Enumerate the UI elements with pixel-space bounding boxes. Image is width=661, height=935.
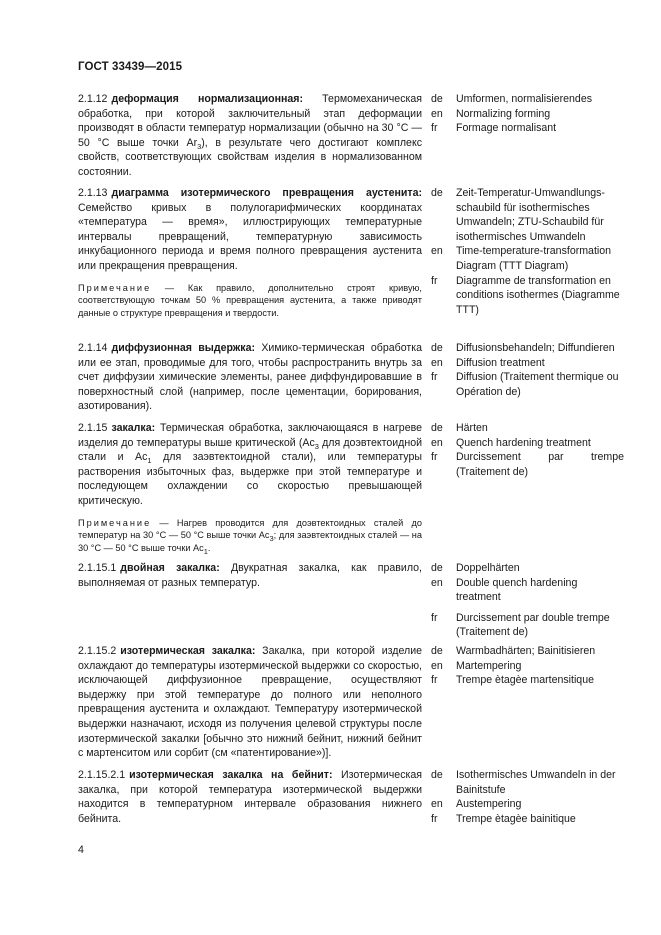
translation: Warmbadhärten; Bainitisieren: [456, 645, 596, 657]
lang-code: de: [431, 422, 443, 434]
equivalent-fr: [431, 673, 624, 688]
definition-text: для доэвтектоидной стали и Ac: [78, 436, 423, 464]
note-label: Примечание: [78, 517, 152, 528]
term: диаграмма изотермического превращения аустенита:: [111, 187, 422, 199]
definition-text: Химико-термическая обработка или ее этап, проводимые для того, чтобы распространить внутрь за счет диффузии химические элементы, ранее диффундировавшие в поверхностный слой (например, после цементации, борирования, азотирования).: [78, 342, 422, 413]
translation: Double quench hardening treatment: [456, 576, 578, 604]
entry-number: 2.1.15.2.1: [78, 769, 126, 781]
equivalent-de: [431, 341, 624, 356]
term: изотермическая закалка на бейнит:: [129, 769, 333, 781]
equivalent-de: [431, 768, 624, 797]
translation: Trempe ètagèe bainitique: [456, 812, 576, 825]
subscript: 1: [147, 456, 152, 466]
translation: Durcissement par trempe (Traitement de): [456, 451, 624, 478]
subscript: 3: [314, 441, 319, 451]
note: [78, 517, 422, 555]
definition-text: ), в результате чего достигают комплекс свойств, соответствующих свойствам изделия в нормализованном состоянии.: [78, 136, 422, 178]
lang-code: en: [431, 659, 443, 672]
translation: Durcissement par double trempe (Traitement de): [456, 611, 610, 639]
note-text: .: [207, 542, 211, 553]
lang-code: en: [431, 798, 443, 811]
equivalents: [431, 561, 624, 640]
translation: Isothermisches Umwandeln in der Bainitstufe: [456, 769, 616, 796]
entry-number: 2.1.15: [78, 422, 108, 434]
translation: Normalizing forming: [456, 107, 551, 120]
definition: [78, 768, 422, 826]
translation: Doppelhärten: [456, 562, 520, 574]
translation: Martempering: [456, 659, 522, 672]
lang-code: fr: [431, 451, 438, 464]
equivalent-de: [431, 186, 624, 244]
lang-code: en: [431, 436, 443, 449]
document-header: ГОСТ 33439—2015: [78, 61, 183, 73]
equivalent-de: [431, 421, 624, 436]
equivalent-fr: [431, 274, 624, 318]
definition: [78, 341, 422, 414]
lang-code: de: [431, 93, 443, 105]
entry-number: 2.1.14: [78, 342, 108, 354]
page-number: 4: [78, 844, 84, 856]
equivalent-en: [431, 244, 624, 273]
translation: Austempering: [456, 798, 522, 811]
lang-code: fr: [431, 371, 438, 384]
equivalent-en: [431, 436, 624, 451]
subscript: 3: [269, 533, 274, 543]
lang-code: fr: [431, 611, 438, 624]
lang-code: de: [431, 187, 443, 199]
definition-text: Двукратная закалка, как правило, выполняемая от разных температур.: [78, 562, 422, 589]
translation: Härten: [456, 422, 488, 434]
translation: Diffusionsbehandeln; Diffundieren: [456, 342, 615, 354]
translation: Diffusion (Traitement thermique ou Opération de): [456, 371, 619, 398]
note-text: — Нагрев проводится для доэвтектоидных сталей до температур на 30 °С — 50 °С выше точки Ac: [78, 517, 422, 541]
lang-code: de: [431, 769, 443, 781]
lang-code: fr: [431, 122, 438, 135]
equivalents: [431, 341, 624, 399]
lang-code: en: [431, 107, 443, 120]
translation: Quench hardening treatment: [456, 436, 591, 449]
definition-text: Семейство кривых в полулогарифмических координатах «температура — время», иллюстрирующих температурные интервалы превращений, температурную зависимость инкубационного периода и время полного превращения аустенита или прекращения превращения.: [78, 201, 422, 272]
note-text: ; для заэвтектоидных сталей — на 30 °С — 50 °С выше точки Ac: [78, 530, 422, 553]
equivalent-en: [431, 356, 624, 371]
definition: [78, 644, 422, 761]
note-text: — Как правило, дополнительно строят кривую, соответствующую точкам 50 % превращения аустенита, а также приводят данные о структуре превращения и твердости.: [78, 282, 422, 318]
definition: [78, 561, 422, 590]
definition-text: для заэвтектоидной стали), или температуры растворения избыточных фаз, выдержке при этой температуре и последующем охлаждении со скоростью превышающей критическую.: [78, 451, 422, 507]
lang-code: fr: [431, 812, 438, 825]
equivalent-de: [431, 561, 624, 576]
translation: Diffusion treatment: [456, 356, 545, 369]
entry-number: 2.1.12: [78, 93, 108, 105]
term: двойная закалка:: [120, 562, 220, 574]
lang-code: en: [431, 245, 443, 258]
equivalent-fr: [431, 611, 624, 640]
equivalent-fr: [431, 450, 624, 479]
equivalent-fr: [431, 370, 624, 399]
note-label: Примечание: [78, 282, 152, 293]
lang-code: de: [431, 562, 443, 574]
equivalent-en: [431, 107, 624, 122]
term: закалка:: [111, 422, 156, 434]
entry-number: 2.1.15.2: [78, 645, 117, 657]
entry-number: 2.1.15.1: [78, 562, 117, 574]
lang-code: fr: [431, 274, 438, 287]
equivalent-de: [431, 92, 624, 107]
lang-code: fr: [431, 674, 438, 687]
equivalent-en: [431, 576, 624, 605]
entry-number: 2.1.13: [78, 187, 108, 199]
subscript: 3: [197, 141, 202, 151]
equivalent-en: [431, 659, 624, 674]
term: диффузионная выдержка:: [111, 342, 256, 354]
equivalent-de: [431, 644, 624, 659]
equivalents: [431, 644, 624, 688]
lang-code: de: [431, 342, 443, 354]
equivalent-fr: [431, 812, 624, 827]
translation: Umformen, normalisierendes: [456, 93, 593, 105]
subscript: 1: [203, 546, 208, 556]
lang-code: de: [431, 645, 443, 657]
translation: Zeit-Temperatur-Umwandlungs-schaubild für isothermisches Umwandeln; ZTU-Schaubild für isothermisches Umwandeln: [456, 187, 605, 243]
term: изотермическая закалка:: [120, 645, 256, 657]
definition-text: Термическая обработка, заключающаяся в нагреве изделия до температуры выше критической (Ac: [78, 422, 422, 449]
equivalents: [431, 768, 624, 826]
definition: [78, 421, 422, 554]
translation: Diagramme de transformation en conditions isothermes (Diagramme TTT): [456, 274, 620, 316]
definition: [78, 92, 422, 180]
equivalents: [431, 421, 624, 479]
term: деформация нормализационная:: [111, 93, 303, 105]
equivalents: [431, 186, 624, 317]
translation: Formage normalisant: [456, 122, 557, 135]
definition: [78, 186, 422, 319]
translation: Time-temperature-transformation Diagram (TTT Diagram): [456, 245, 612, 272]
lang-code: en: [431, 576, 443, 589]
equivalent-en: [431, 797, 624, 812]
note: [78, 282, 422, 320]
translation: Trempe ètagèe martensitique: [456, 674, 594, 687]
lang-code: en: [431, 356, 443, 369]
definition-text: Термомеханическая обработка, при которой заключительный этап деформации производят в области температур нормализации (обычно на 30 °С — 50 °С выше точки Ar: [78, 93, 422, 149]
definition-text: Изотермическая закалка, при которой температура изотермической выдержки находится в температурном интервале образования нижнего бейнита.: [78, 769, 422, 825]
equivalents: [431, 92, 624, 136]
equivalent-fr: [431, 121, 624, 136]
definition-text: Закалка, при которой изделие охлаждают до температуры изотермической выдержки со скоростью, исключающей диффузионное превращение, осуществляют выдержку при этой температуре до полного или неполного превращения аустенита и охлаждают. Температуру изотермической выдержки назначают, исходя из получения целевой структуры после изотермической закалки [обычно это нижний бейнит, нижний бейнит с мартенситом или сорбит (см «патентирование»)].: [78, 645, 423, 760]
